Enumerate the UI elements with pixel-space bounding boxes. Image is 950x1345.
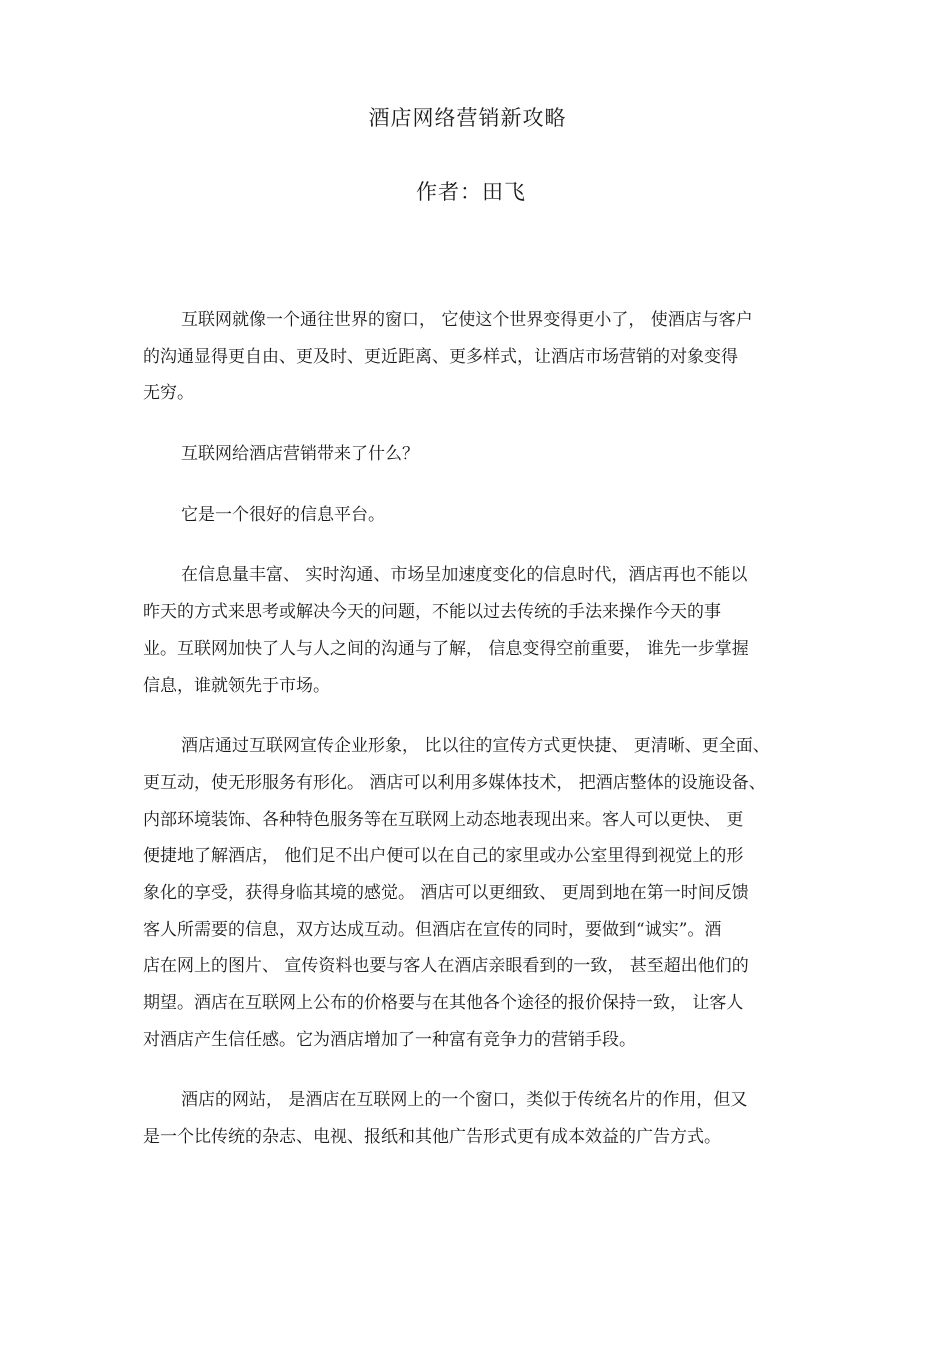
document-author: 作者：田飞 (416, 180, 526, 204)
paragraph-line: 象化的享受，获得身临其境的感觉。 酒店可以更细致、 更周到地在第一时间反馈 (143, 882, 749, 903)
paragraph-4 (143, 557, 811, 704)
paragraph-line: 客人所需要的信息，双方达成互动。但酒店在宣传的同时，要做到“诚实”。酒 (143, 919, 722, 940)
paragraph-line: 在信息量丰富、 实时沟通、市场呈加速度变化的信息时代，酒店再也不能以 (181, 565, 748, 586)
paragraph-line: 酒店通过互联网宣传企业形象， 比以往的宣传方式更快捷、 更清晰、更全面、 (181, 736, 770, 757)
paragraph-line: 便捷地了解酒店， 他们足不出户便可以在自己的家里或办公室里得到视觉上的形 (143, 846, 744, 867)
paragraph-line: 对酒店产生信任感。它为酒店增加了一种富有竞争力的营销手段。 (143, 1029, 636, 1050)
paragraph-line: 店在网上的图片、 宣传资料也要与客人在酒店亲眼看到的一致， 甚至超出他们的 (143, 956, 749, 977)
document-title: 酒店网络营销新攻略 (368, 106, 567, 130)
paragraph-3 (143, 497, 811, 534)
document-body (143, 302, 811, 1180)
paragraph-5 (143, 728, 811, 1058)
paragraph-line: 酒店的网站， 是酒店在互联网上的一个窗口，类似于传统名片的作用，但又 (181, 1090, 748, 1111)
paragraph-1 (143, 302, 811, 412)
paragraph-line: 信息，谁就领先于市场。 (143, 675, 330, 696)
paragraph-line: 它是一个很好的信息平台。 (181, 504, 385, 525)
paragraph-line: 期望。酒店在互联网上公布的价格要与在其他各个途径的报价保持一致， 让客人 (143, 993, 744, 1013)
paragraph-line: 业。互联网加快了人与人之间的沟通与了解， 信息变得空前重要， 谁先一步掌握 (143, 638, 749, 659)
paragraph-2 (143, 436, 811, 473)
paragraph-line: 互联网就像一个通往世界的窗口， 它使这个世界变得更小了， 使酒店与客户 (181, 310, 753, 330)
paragraph-6 (143, 1082, 811, 1155)
paragraph-line: 无穷。 (143, 383, 194, 404)
paragraph-line: 互联网给酒店营销带来了什么？ (181, 444, 419, 465)
paragraph-line: 昨天的方式来思考或解决今天的问题，不能以过去传统的手法来操作今天的事 (143, 602, 721, 623)
paragraph-line: 内部环境装饰、各种特色服务等在互联网上动态地表现出来。客人可以更快、 更 (143, 809, 744, 830)
paragraph-line: 是一个比传统的杂志、电视、报纸和其他广告形式更有成本效益的广告方式。 (143, 1127, 721, 1148)
paragraph-line: 更互动，使无形服务有形化。 酒店可以利用多媒体技术， 把酒店整体的设施设备、 (143, 772, 766, 793)
paragraph-line: 的沟通显得更自由、更及时、更近距离、更多样式，让酒店市场营销的对象变得 (143, 346, 738, 367)
